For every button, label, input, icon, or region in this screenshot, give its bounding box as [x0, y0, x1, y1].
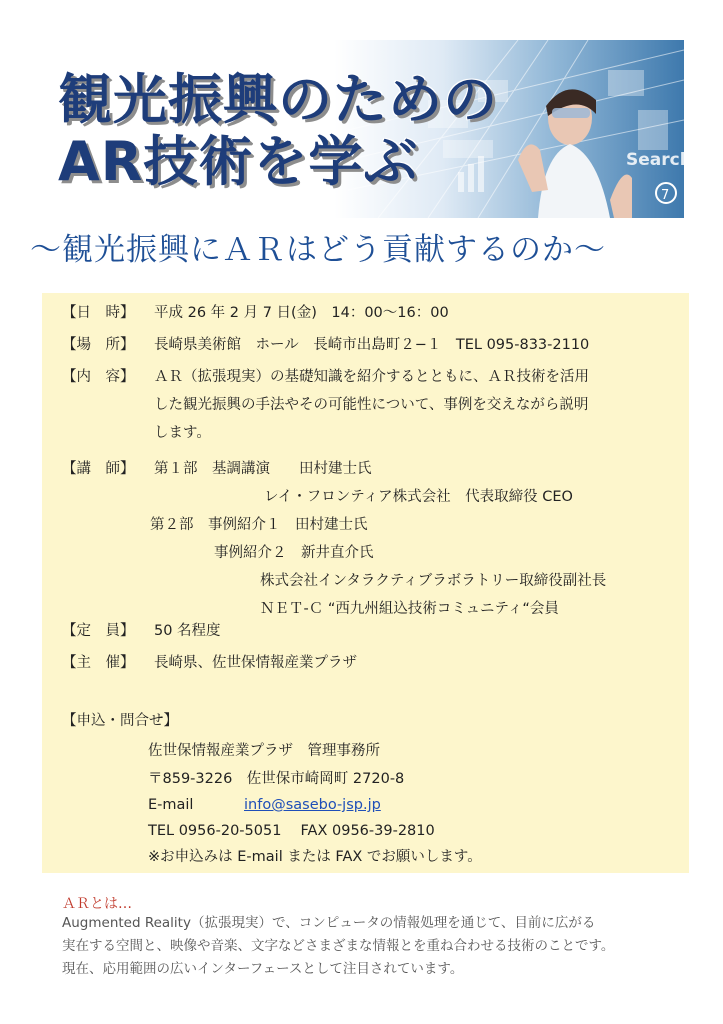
page-title-line2: AR技術を学ぶ: [58, 130, 419, 193]
page-title-line1: 観光振興のための: [58, 68, 498, 131]
content-line: した観光振興の手法やその可能性について、事例を交えながら説明: [154, 397, 589, 413]
datetime-label: 【日 時】: [62, 305, 135, 321]
lecturer-part2-case2: 事例紹介２ 新井直介氏: [214, 545, 374, 561]
banner-search-text: Search: [626, 150, 692, 170]
content-line: します。: [154, 425, 211, 441]
lecturer-part2-affiliation2: ＮＥＴ-Ｃ “西九州組込技術コミュニティ“会員: [260, 601, 559, 617]
ar-about-line: Augmented Reality（拡張現実）で、コンピュータの情報処理を通じて、目前に広がる: [62, 915, 596, 931]
banner-circle-glyph: 7: [661, 188, 670, 203]
inquiry-email-row: [148, 795, 381, 815]
lecturer-part1-affiliation: レイ・フロンティア株式会社 代表取締役 CEO: [264, 489, 573, 505]
datetime-value: 平成 26 年 2 月 7 日(金) 14：00〜16：00: [154, 305, 449, 321]
inquiry-office: 佐世保情報産業プラザ 管理事務所: [148, 743, 380, 759]
inquiry-note: ※お申込みは E-mail または FAX でお願いします。: [148, 849, 482, 865]
event-info-box: [42, 293, 689, 873]
lecturers-label: 【講 師】: [62, 461, 135, 477]
organizer-value: 長崎県、佐世保情報産業プラザ: [154, 655, 357, 671]
lecturer-part2: 第２部 事例紹介１ 田村建士氏: [150, 517, 368, 533]
content-line: ＡＲ（拡張現実）の基礎知識を紹介するとともに、ＡＲ技術を活用: [154, 369, 589, 385]
organizer-label: 【主 催】: [62, 655, 135, 671]
page-subtitle: 〜観光振興にＡＲはどう貢献するのか〜: [30, 232, 606, 268]
lecturer-part1: 第１部 基調講演 田村建士氏: [154, 461, 372, 477]
ar-about-heading: ＡＲとは…: [62, 896, 132, 912]
ar-about-line: 実在する空間と、映像や音楽、文字などさまざまな情報とを重ね合わせる技術のことです。: [62, 938, 615, 954]
capacity-value: 50 名程度: [154, 623, 221, 639]
inquiry-phone-fax: TEL 0956-20-5051 FAX 0956-39-2810: [148, 823, 435, 839]
lecturer-part2-affiliation1: 株式会社インタラクティブラボラトリー取締役副社長: [260, 573, 607, 589]
venue-value: 長崎県美術館 ホール 長崎市出島町２−１ TEL 095-833-2110: [154, 337, 590, 353]
inquiry-address: 〒859-3226 佐世保市崎岡町 2720-8: [148, 771, 405, 787]
ar-about-line: 現在、応用範囲の広いインターフェースとして注目されています。: [62, 961, 464, 977]
email-link[interactable]: info@sasebo-jsp.jp: [244, 797, 381, 813]
content-label: 【内 容】: [62, 369, 135, 385]
inquiry-label: 【申込・問合せ】: [62, 713, 178, 729]
capacity-label: 【定 員】: [62, 623, 135, 639]
venue-label: 【場 所】: [62, 337, 135, 353]
email-label: E-mail: [148, 797, 194, 813]
woman-figure: [518, 89, 632, 218]
